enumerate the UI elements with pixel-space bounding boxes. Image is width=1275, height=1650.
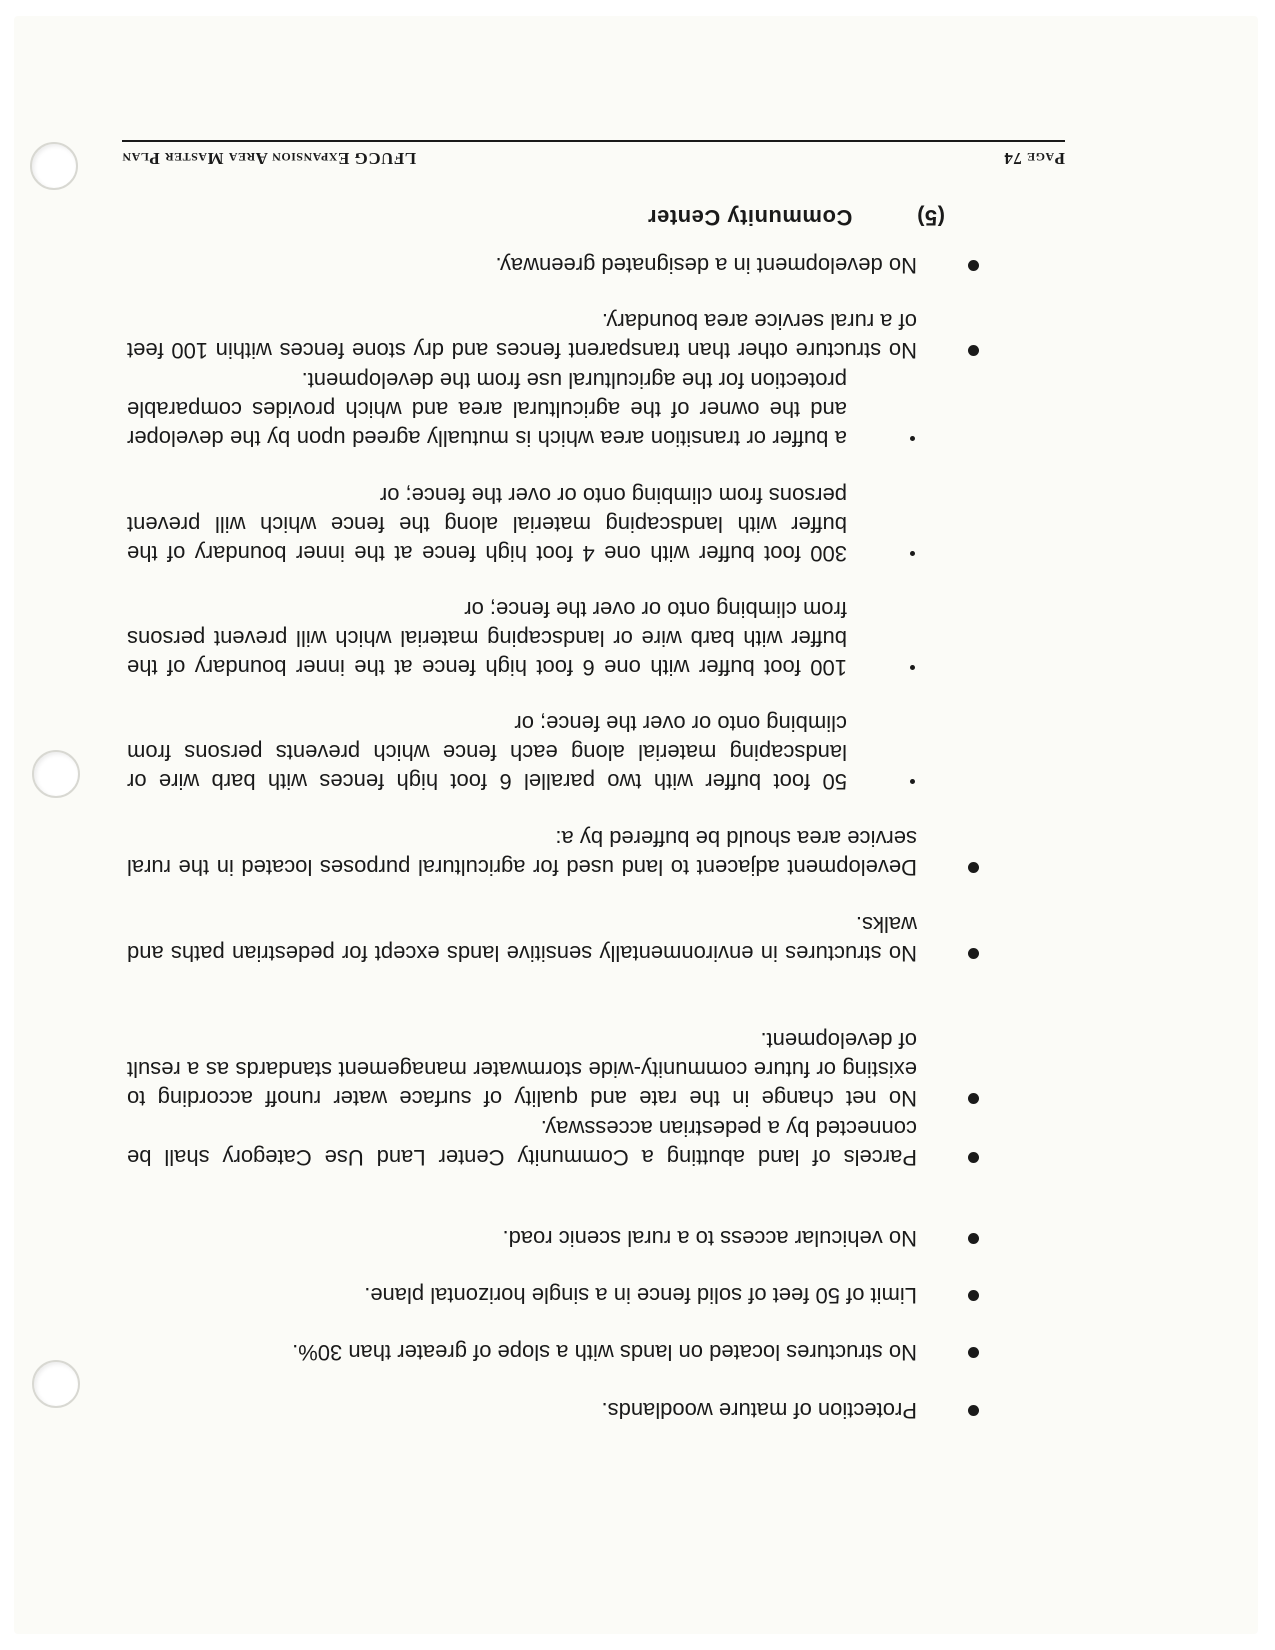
sub-list-item: a buffer or transition area which is mutually agreed upon by the developer and the owner of the agricultural area and which provides comparable protection for the agricultural use from the development. <box>127 366 847 453</box>
bullet-dot <box>968 260 979 271</box>
sub-bullet-dot <box>910 551 915 556</box>
sub-bullet-dot <box>910 436 915 441</box>
list-item: Limit of 50 feet of solid fence in a single horizontal plane. <box>127 1281 917 1310</box>
sub-bullet-dot <box>910 665 915 670</box>
list-item: No development in a designated greenway. <box>127 251 917 280</box>
sub-list-item: 100 foot buffer with one 6 foot high fence at the inner boundary of the buffer with barb wire or landscaping material which will prevent persons from climbing onto or over the fence; or <box>127 595 847 682</box>
sub-list-item: 300 foot buffer with one 4 foot high fence at the inner boundary of the buffer with landscaping material along the fence which will prevent persons from climbing onto or over the fence; or <box>127 481 847 568</box>
bullet-dot <box>968 1347 979 1358</box>
section-number: (5) <box>916 205 945 230</box>
list-item: No net change in the rate and quality of surface water runoff according to existing or future community-wide stormwater management standards as a result of development. <box>127 1026 917 1113</box>
list-item: Development adjacent to land used for agricultural purposes located in the rural service area should be buffered by a: <box>127 824 917 882</box>
bullet-dot <box>968 345 979 356</box>
list-item: No vehicular access to a rural scenic road. <box>127 1224 917 1253</box>
section-title: Community Center <box>647 205 853 230</box>
bullet-dot <box>968 1290 979 1301</box>
bullet-dot <box>968 1233 979 1244</box>
sub-bullet-dot <box>910 779 915 784</box>
bullet-dot <box>968 1093 979 1104</box>
bullet-dot <box>968 862 979 873</box>
list-item: No structure other than transparent fences and dry stone fences within 100 feet of a rural service area boundary. <box>127 307 917 365</box>
bullet-dot <box>968 948 979 959</box>
running-title: LFUCG Expansion Area Master Plan <box>122 149 417 168</box>
bullet-dot <box>968 1405 979 1416</box>
page-number: Page 74 <box>1003 149 1065 168</box>
sub-list-item: 50 foot buffer with two parallel 6 foot high fences with barb wire or landscaping material along each fence which prevents persons from climbing onto or over the fence; or <box>127 709 847 796</box>
list-item: No structures in environmentally sensitive lands except for pedestrian paths and walks. <box>127 910 917 968</box>
list-item: Protection of mature woodlands. <box>127 1396 917 1425</box>
list-item: No structures located on lands with a slope of greater than 30%. <box>127 1338 917 1367</box>
list-item: Parcels of land abutting a Community Center Land Use Category shall be connected by a pedestrian accessway. <box>127 1114 917 1172</box>
bullet-dot <box>968 1152 979 1163</box>
